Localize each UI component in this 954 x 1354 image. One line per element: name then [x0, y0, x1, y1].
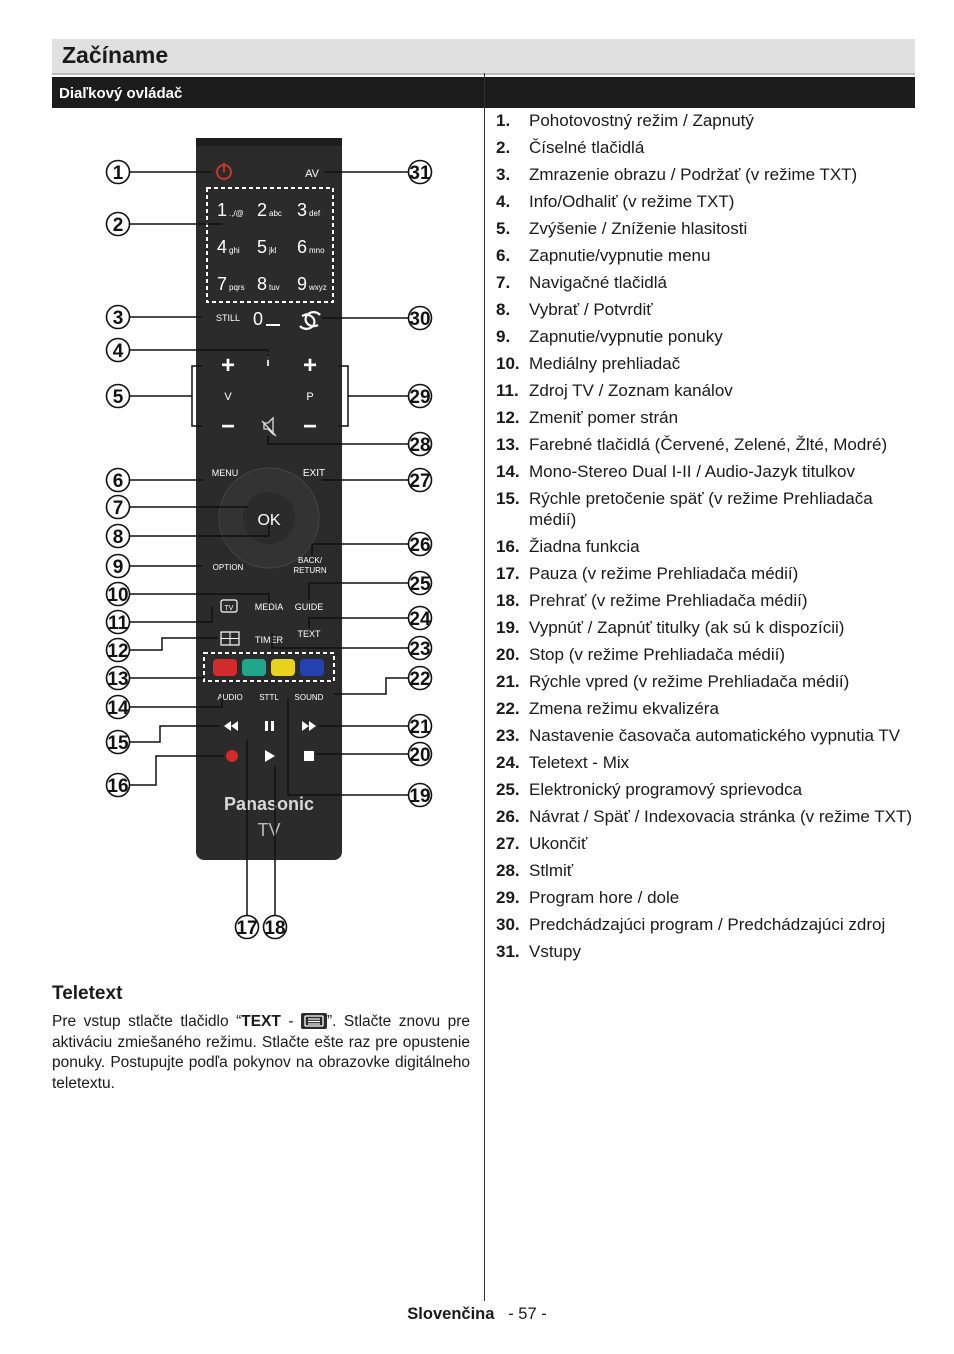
legend-number: 18. — [496, 591, 520, 610]
legend-item — [496, 272, 916, 293]
callout-12-label: 12 — [107, 641, 129, 662]
still-button-label: STILL — [215, 313, 241, 323]
callout-22-label: 22 — [409, 669, 431, 690]
page-number: - 57 - — [508, 1305, 547, 1323]
legend-item — [496, 752, 916, 773]
legend-item — [496, 941, 916, 962]
legend-number: 9. — [496, 327, 511, 346]
callout-3-label: 3 — [112, 308, 124, 329]
teletext-text-2: - — [280, 1013, 301, 1030]
legend-text: Farebné tlačidlá (Červené, Zelené, Žlté, Modré) — [529, 435, 888, 454]
volume-label: V — [224, 391, 232, 403]
color-key-red — [213, 659, 237, 676]
stop-icon — [304, 751, 314, 761]
legend-text: Teletext - Mix — [529, 753, 630, 772]
legend-text: Vybrať / Potvrdiť — [529, 300, 653, 319]
legend-number: 1. — [496, 111, 511, 130]
legend-text: Elektronický programový sprievodca — [529, 780, 803, 799]
legend-text: Zapnutie/vypnutie menu — [529, 246, 711, 265]
digit-button-7: 7 — [217, 274, 228, 294]
legend-item — [496, 488, 916, 530]
digit-button-6: 6 — [297, 237, 308, 257]
legend-number: 4. — [496, 192, 511, 211]
text-button-label: TEXT — [297, 629, 321, 639]
legend-text: Zmena režimu ekvalizéra — [529, 699, 719, 718]
legend-item — [496, 536, 916, 557]
legend-text: Vypnúť / Zapnúť titulky (ak sú k dispozícii) — [529, 618, 845, 637]
remote-illustration — [52, 120, 472, 960]
callout-14-label: 14 — [107, 698, 129, 719]
legend-number: 17. — [496, 564, 520, 583]
teletext-text-3: ”. Stlačte znovu pre aktiváciu zmiešaného režimu. Stlačte ešte raz pre opustenie ponuky. Postupujte podľa pokynov na obrazovke digitálneho teletextu. — [52, 1013, 470, 1092]
legend-number: 31. — [496, 942, 520, 961]
legend-text: Návrat / Späť / Indexovacia stránka (v režime TXT) — [529, 807, 913, 826]
subtitle-button-label: STTL — [259, 693, 279, 702]
callout-28-label: 28 — [409, 435, 431, 456]
legend-item — [496, 326, 916, 347]
legend-number: 26. — [496, 807, 520, 826]
legend-item — [496, 860, 916, 881]
legend-number: 30. — [496, 915, 520, 934]
callout-5-label: 5 — [112, 387, 124, 408]
legend-text: Pauza (v režime Prehliadača médií) — [529, 564, 799, 583]
return-button-label: RETURN — [293, 566, 327, 575]
legend-text: Zdroj TV / Zoznam kanálov — [529, 381, 733, 400]
tv-source-icon-label: TV — [224, 605, 234, 612]
digit-button-3: 3 — [297, 200, 308, 220]
digit-letters-8: tuv — [269, 283, 280, 292]
legend-item — [496, 137, 916, 158]
callout-15-label: 15 — [107, 733, 129, 754]
legend-text: Predchádzajúci program / Predchádzajúci zdroj — [529, 915, 886, 934]
callout-24-label: 24 — [409, 609, 431, 630]
section-title-bar — [52, 39, 915, 73]
color-key-blue — [300, 659, 324, 676]
page-footer — [0, 1305, 954, 1324]
brand-logo-text: Panasonic — [223, 794, 315, 814]
legend-text: Číselné tlačidlá — [529, 138, 645, 157]
digit-button-4: 4 — [217, 237, 228, 257]
callout-17-label: 17 — [236, 918, 258, 939]
legend-number: 8. — [496, 300, 511, 319]
callout-10-label: 10 — [107, 585, 129, 606]
legend-number: 7. — [496, 273, 511, 292]
digit-letters-9: wxyz — [309, 283, 327, 292]
legend-number: 12. — [496, 408, 520, 427]
legend-text: Rýchle vpred (v režime Prehliadača médií) — [529, 672, 850, 691]
legend-text: Zvýšenie / Zníženie hlasitosti — [529, 219, 748, 238]
callout-18-label: 18 — [264, 918, 286, 939]
legend-number: 25. — [496, 780, 520, 799]
color-key-yellow — [271, 659, 295, 676]
legend-number: 2. — [496, 138, 511, 157]
menu-button-label: MENU — [211, 468, 239, 478]
callout-4-label: 4 — [112, 341, 124, 362]
info-button-label: i — [266, 350, 270, 370]
column-divider — [484, 73, 485, 1301]
legend-item — [496, 698, 916, 719]
legend-text: Mono-Stereo Dual I-II / Audio-Jazyk titulkov — [529, 462, 855, 481]
legend-item — [496, 407, 916, 428]
legend-text: Zmrazenie obrazu / Podržať (v režime TXT) — [529, 165, 858, 184]
legend-item — [496, 644, 916, 665]
legend-item — [496, 563, 916, 584]
callout-19-label: 19 — [409, 786, 431, 807]
legend-item — [496, 725, 916, 746]
legend-text: Prehrať (v režime Prehliadača médií) — [529, 591, 808, 610]
teletext-heading: Teletext — [52, 983, 123, 1004]
legend-number: 13. — [496, 435, 520, 454]
remote-top-edge — [196, 138, 342, 146]
legend-text: Žiadna funkcia — [529, 537, 640, 556]
sound-button-label: SOUND — [294, 693, 324, 702]
legend-number: 3. — [496, 165, 511, 184]
digit-letters-1: .,/@ — [229, 209, 244, 218]
callout-7-label: 7 — [112, 498, 124, 519]
callout-13-label: 13 — [107, 669, 129, 690]
digit-letters-2: abc — [269, 209, 282, 218]
guide-button-label: GUIDE — [294, 602, 324, 612]
option-button-label: OPTION — [212, 563, 244, 572]
legend-text: Vstupy — [529, 942, 581, 961]
section-subtitle: Diaľkový ovládač — [59, 85, 183, 102]
teletext-icon — [301, 1013, 327, 1029]
callout-line-22 — [334, 678, 408, 694]
digit-button-1: 1 — [217, 200, 228, 220]
pause-icon-bar-1 — [265, 721, 268, 731]
legend-text: Nastavenie časovača automatického vypnutia TV — [529, 726, 901, 745]
back-button-label: BACK/ — [297, 556, 323, 565]
digit-letters-3: def — [309, 209, 321, 218]
digit-letters-4: ghi — [229, 246, 240, 255]
color-key-green — [242, 659, 266, 676]
legend-item — [496, 671, 916, 692]
legend-number: 23. — [496, 726, 520, 745]
remote-diagram — [52, 120, 472, 960]
pause-icon-bar-2 — [271, 721, 274, 731]
legend-item — [496, 779, 916, 800]
legend-text: Stop (v režime Prehliadača médií) — [529, 645, 786, 664]
legend-item — [496, 353, 916, 374]
digit-button-9: 9 — [297, 274, 308, 294]
volume-down-label: − — [220, 413, 236, 440]
legend-text: Mediálny prehliadač — [529, 354, 681, 373]
legend-text: Pohotovostný režim / Zapnutý — [529, 111, 754, 130]
ok-button-label: OK — [257, 512, 281, 529]
callout-6-label: 6 — [112, 471, 124, 492]
digit-button-8: 8 — [257, 274, 268, 294]
program-label: P — [306, 391, 314, 403]
digit-letters-6: mno — [309, 246, 325, 255]
audio-button-label: AUDIO — [217, 693, 243, 702]
teletext-text-1: Pre vstup stlačte tlačidlo “ — [52, 1013, 242, 1030]
legend-item — [496, 806, 916, 827]
callout-25-label: 25 — [409, 574, 431, 595]
button-legend-list — [496, 110, 916, 968]
legend-text: Ukončiť — [529, 834, 588, 853]
volume-up-label: + — [220, 352, 236, 379]
legend-number: 22. — [496, 699, 520, 718]
callout-21-label: 21 — [409, 717, 431, 738]
callout-2-label: 2 — [112, 215, 124, 236]
legend-number: 28. — [496, 861, 520, 880]
legend-number: 20. — [496, 645, 520, 664]
legend-number: 14. — [496, 462, 520, 481]
callout-29-label: 29 — [409, 387, 431, 408]
callout-11-label: 11 — [107, 613, 129, 634]
callout-1-label: 1 — [112, 163, 124, 184]
legend-item — [496, 590, 916, 611]
callout-9-label: 9 — [112, 557, 124, 578]
legend-item — [496, 887, 916, 908]
legend-number: 24. — [496, 753, 520, 772]
callout-16-label: 16 — [107, 776, 129, 797]
legend-item — [496, 833, 916, 854]
av-button-label: AV — [305, 168, 319, 180]
callout-20-label: 20 — [409, 745, 431, 766]
callout-8-label: 8 — [112, 527, 124, 548]
callout-27-label: 27 — [409, 471, 431, 492]
exit-button-label: EXIT — [302, 468, 326, 479]
legend-number: 10. — [496, 354, 520, 373]
page-title: Začíname — [62, 42, 169, 68]
callout-30-label: 30 — [409, 309, 431, 330]
digit-letters-5: jkl — [269, 246, 277, 255]
legend-item — [496, 245, 916, 266]
legend-text: Navigačné tlačidlá — [529, 273, 667, 292]
legend-item — [496, 434, 916, 455]
legend-number: 29. — [496, 888, 520, 907]
digit-button-2: 2 — [257, 200, 268, 220]
brand-tv-text: TV — [257, 820, 281, 840]
zero-button-label: 0 — [252, 309, 264, 329]
legend-text: Stlmiť — [529, 861, 574, 880]
legend-text: Zapnutie/vypnutie ponuky — [529, 327, 723, 346]
footer-language: Slovenčina — [407, 1305, 495, 1323]
legend-item — [496, 461, 916, 482]
digit-letters-7: pqrs — [229, 283, 245, 292]
legend-number: 15. — [496, 489, 520, 508]
legend-number: 27. — [496, 834, 520, 853]
legend-number: 5. — [496, 219, 511, 238]
legend-item — [496, 191, 916, 212]
legend-text: Rýchle pretočenie späť (v režime Prehliadača médií) — [529, 489, 873, 529]
program-up-label: + — [302, 352, 318, 379]
callout-31-label: 31 — [409, 163, 431, 184]
legend-item — [496, 299, 916, 320]
callout-23-label: 23 — [409, 639, 431, 660]
legend-item — [496, 164, 916, 185]
legend-item — [496, 110, 916, 131]
legend-item — [496, 218, 916, 239]
legend-item — [496, 380, 916, 401]
legend-number: 11. — [496, 381, 519, 400]
legend-number: 16. — [496, 537, 520, 556]
legend-text: Program hore / dole — [529, 888, 680, 907]
record-icon — [226, 750, 238, 762]
legend-number: 6. — [496, 246, 511, 265]
timer-button-label: TIMER — [255, 635, 283, 645]
legend-text: Info/Odhaliť (v režime TXT) — [529, 192, 735, 211]
legend-text: Zmeniť pomer strán — [529, 408, 679, 427]
legend-number: 21. — [496, 672, 520, 691]
digit-button-5: 5 — [257, 237, 268, 257]
program-down-label: − — [302, 413, 318, 440]
teletext-paragraph — [52, 1012, 470, 1094]
legend-number: 19. — [496, 618, 520, 637]
teletext-button-name: TEXT — [241, 1013, 281, 1030]
callout-26-label: 26 — [409, 535, 431, 556]
legend-item — [496, 914, 916, 935]
media-button-label: MEDIA — [254, 602, 284, 612]
legend-item — [496, 617, 916, 638]
